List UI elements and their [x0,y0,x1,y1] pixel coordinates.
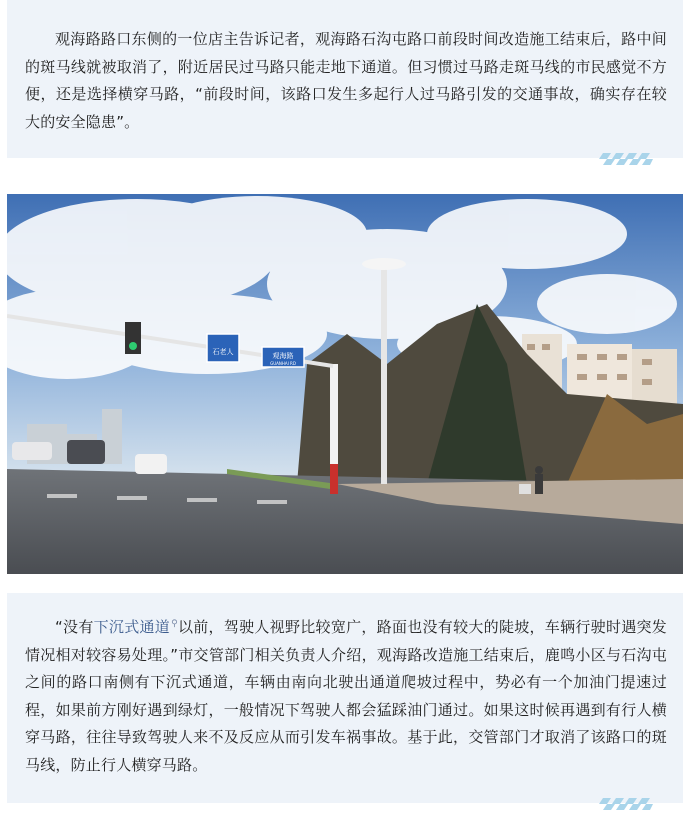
paragraph-intro: 观海路路口东侧的一位店主告诉记者，观海路石沟屯路口前段时间改造施工结束后，路中间的斑马线就被取消了，附近居民过马路只能走地下通道。但习惯过马路走斑马线的市民感觉不方便，还是选择横穿马路，“前段时间，该路口发生多起行人过马路引发的交通事故，确实存在较大的安全隐患”。 [25,30,667,131]
svg-text:石老人: 石老人 [212,348,234,356]
text-card-intro [7,0,683,158]
stripe-decoration-icon [599,798,653,810]
text-card-explanation [7,593,683,803]
keyword-link[interactable]: 下沉式通道 [93,618,171,636]
paragraph-prefix: “没有 [55,618,94,636]
search-icon[interactable]: ⚲ [171,619,178,629]
svg-text:观海路: 观海路 [272,352,294,360]
road-sign-left [207,334,239,362]
street-photo [7,194,683,574]
stripe-decoration-icon [599,153,653,165]
road-sign-guanhai [262,347,304,367]
svg-text:GUANHAI RD: GUANHAI RD [270,361,296,366]
paragraph-rest: 以前，驾驶人视野比较宽广，路面也没有较大的陡坡，车辆行驶时遇突发情况相对较容易处理。”市交管部门相关负责人介绍，观海路改造施工结束后，鹿鸣小区与石沟屯之间的路口南侧有下沉式通道，车辆由南向北驶出通道爬坡过程中，势必有一个加油门提速过程，如果前方刚好遇到绿灯，一般情况下驾驶人都会猛踩油门通过。如果这时候再遇到有行人横穿马路，往往导致驾驶人来不及反应从而引发车祸事故。基于此，交管部门才取消了该路口的斑马线，防止行人横穿马路。 [25,618,668,774]
paragraph-explanation [25,611,667,779]
